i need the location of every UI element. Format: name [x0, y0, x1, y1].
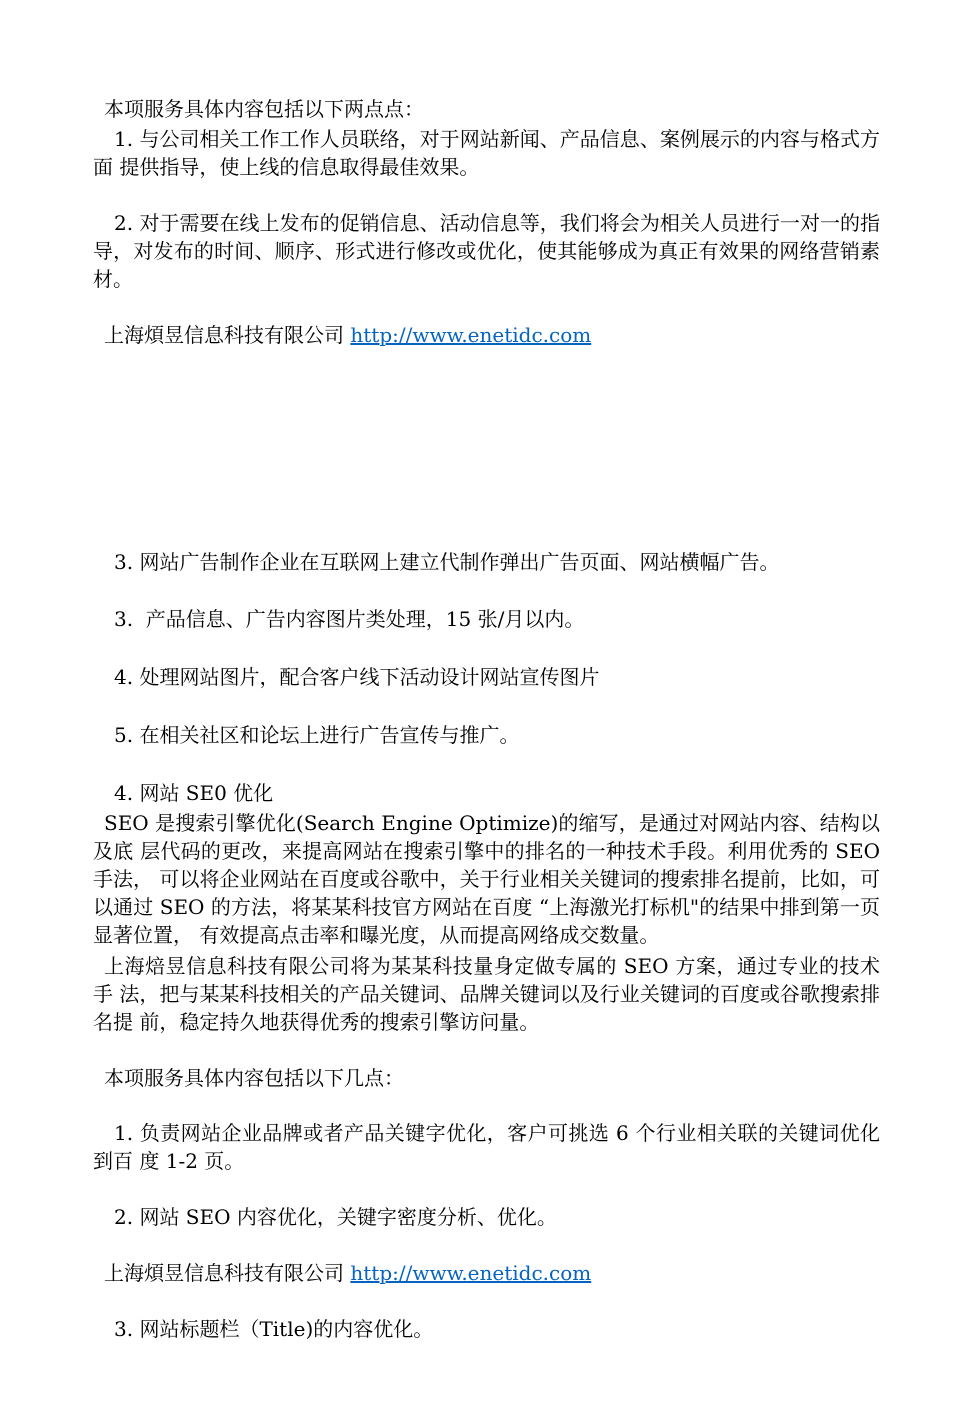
- company-website-link-1[interactable]: http://www.enetidc.com: [350, 323, 592, 347]
- list-item-site-images: 4. 处理网站图片，配合客户线下活动设计网站宣传图片: [114, 665, 600, 689]
- company-line-1: [93, 321, 880, 349]
- list-item-keyword-optimization: 1. 负责网站企业品牌或者产品关键字优化，客户可挑选 6 个行业相关联的关键词优化到百 度 1-2 页。: [93, 1121, 880, 1173]
- company-name-2: 上海煩昱信息科技有限公司: [104, 1261, 351, 1285]
- heading-seo-section: 4. 网站 SE0 优化: [114, 781, 274, 805]
- list-item-image-processing: 3. 产品信息、广告内容图片类处理，15 张/月以内。: [114, 607, 585, 631]
- list-item-web-ads: 3. 网站广告制作企业在互联网上建立代制作弹出广告页面、网站横幅广告。: [114, 550, 780, 574]
- list-item-forum-promo: 5. 在相关社区和论坛上进行广告宣传与推广。: [114, 723, 520, 747]
- list-item-promo-guidance: 2. 对于需要在线上发布的促销信息、活动信息等，我们将会为相关人员进行一对一的指导，对发布的时间、顺序、形式进行修改或优化，使其能够成为真正有效果的网络营销素材。: [93, 211, 880, 291]
- list-item-contact-guidance: 1. 与公司相关工作工作人员联络，对于网站新闻、产品信息、案例展示的内容与格式方面 提供指导，使上线的信息取得最佳效果。: [93, 127, 880, 179]
- seo-plan-paragraph: 上海焙昱信息科技有限公司将为某某科技量身定做专属的 SEO 方案，通过专业的技术手 法，把与某某科技相关的产品关键词、品牌关键词以及行业关键词的百度或谷歌搜索排名提 前，稳定持久地获得优秀的搜索引擎访问量。: [93, 954, 880, 1034]
- list-item-title-optimization: 3. 网站标题栏（Title)的内容优化。: [114, 1317, 434, 1341]
- seo-description-paragraph: SEO 是搜索引擎优化(Search Engine Optimize)的缩写，是通过对网站内容、结构以及底 层代码的更改，来提高网站在搜索引擎中的排名的一种技术手段。利用优秀的 SEO 手法， 可以将企业网站在百度或谷歌中，关于行业相关关键词的搜索排名提前，比如，可以通过 SEO 的方法，将某某科技官方网站在百度 “上海激光打标机"的结果中排到第一页显著位置， 有效提高点击率和曝光度，从而提高网络成交数量。: [93, 811, 880, 947]
- list-item-seo-content: 2. 网站 SEO 内容优化，关键字密度分析、优化。: [114, 1205, 557, 1229]
- company-line-2: [93, 1259, 880, 1287]
- company-name-1: 上海煩昱信息科技有限公司: [104, 323, 351, 347]
- service-intro-2: 本项服务具体内容包括以下几点：: [104, 1066, 404, 1090]
- company-website-link-2[interactable]: http://www.enetidc.com: [350, 1261, 592, 1285]
- service-intro-1: 本项服务具体内容包括以下两点点：: [104, 97, 424, 121]
